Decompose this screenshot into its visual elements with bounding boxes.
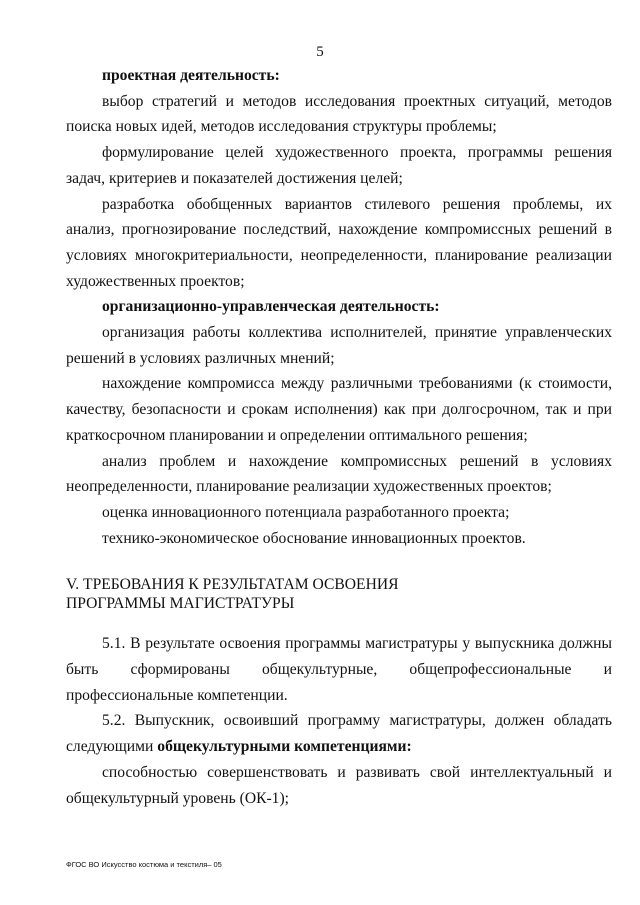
- document-body: [66, 63, 612, 811]
- paragraph: 5.1. В результате освоения программы магистратуры у выпускника должны быть сформированы общекультурные, общепрофессиональные и профессиональные компетенции.: [66, 635, 612, 704]
- page-number: 5: [316, 44, 324, 60]
- paragraph: нахождение компромисса между различными требованиями (к стоимости, качеству, безопасности и срокам исполнения) как при долгосрочном, так и при краткосрочном планировании и определении оптимального решения;: [66, 375, 612, 444]
- paragraph: организация работы коллектива исполнителей, принятие управленческих решений в условиях различных мнений;: [66, 324, 612, 367]
- paragraph: 5.2. Выпускник, освоивший программу магистратуры, должен обладать следующими общекультурными компетенциями:: [66, 712, 612, 756]
- heading-line-1: V. ТРЕБОВАНИЯ К РЕЗУЛЬТАТАМ ОСВОЕНИЯ: [66, 576, 399, 594]
- paragraph: способностью совершенствовать и развивать свой интеллектуальный и общекультурный уровень (ОК-1);: [66, 763, 612, 807]
- paragraph: оценка инновационного потенциала разработанного проекта;: [102, 503, 510, 521]
- paragraph: разработка обобщенных вариантов стилевого решения проблемы, их анализ, прогнозирование последствий, нахождение компромиссных решений в условиях многокритериальности, неопределенности, планирование реализации художественных проектов;: [66, 195, 612, 290]
- paragraph: анализ проблем и нахождение компромиссных решений в условиях неопределенности, планирование реализации художественных проектов;: [66, 452, 612, 496]
- section-heading: [66, 575, 612, 613]
- paragraph: выбор стратегий и методов исследования проектных ситуаций, методов поиска новых идей, методов исследования структуры проблемы;: [66, 92, 612, 136]
- paragraph: технико-экономическое обоснование инновационных проектов.: [102, 529, 526, 547]
- heading-line-2: ПРОГРАММЫ МАГИСТРАТУРЫ: [66, 595, 295, 613]
- section-label-project: проектная деятельность:: [102, 67, 280, 84]
- section-label-management: организационно-управленческая деятельность:: [102, 298, 440, 316]
- footer-note: ФГОС ВО Искусство костюма и текстиля– 05: [66, 860, 222, 869]
- paragraph: формулирование целей художественного проекта, программы решения задач, критериев и показателей достижения целей;: [66, 144, 612, 187]
